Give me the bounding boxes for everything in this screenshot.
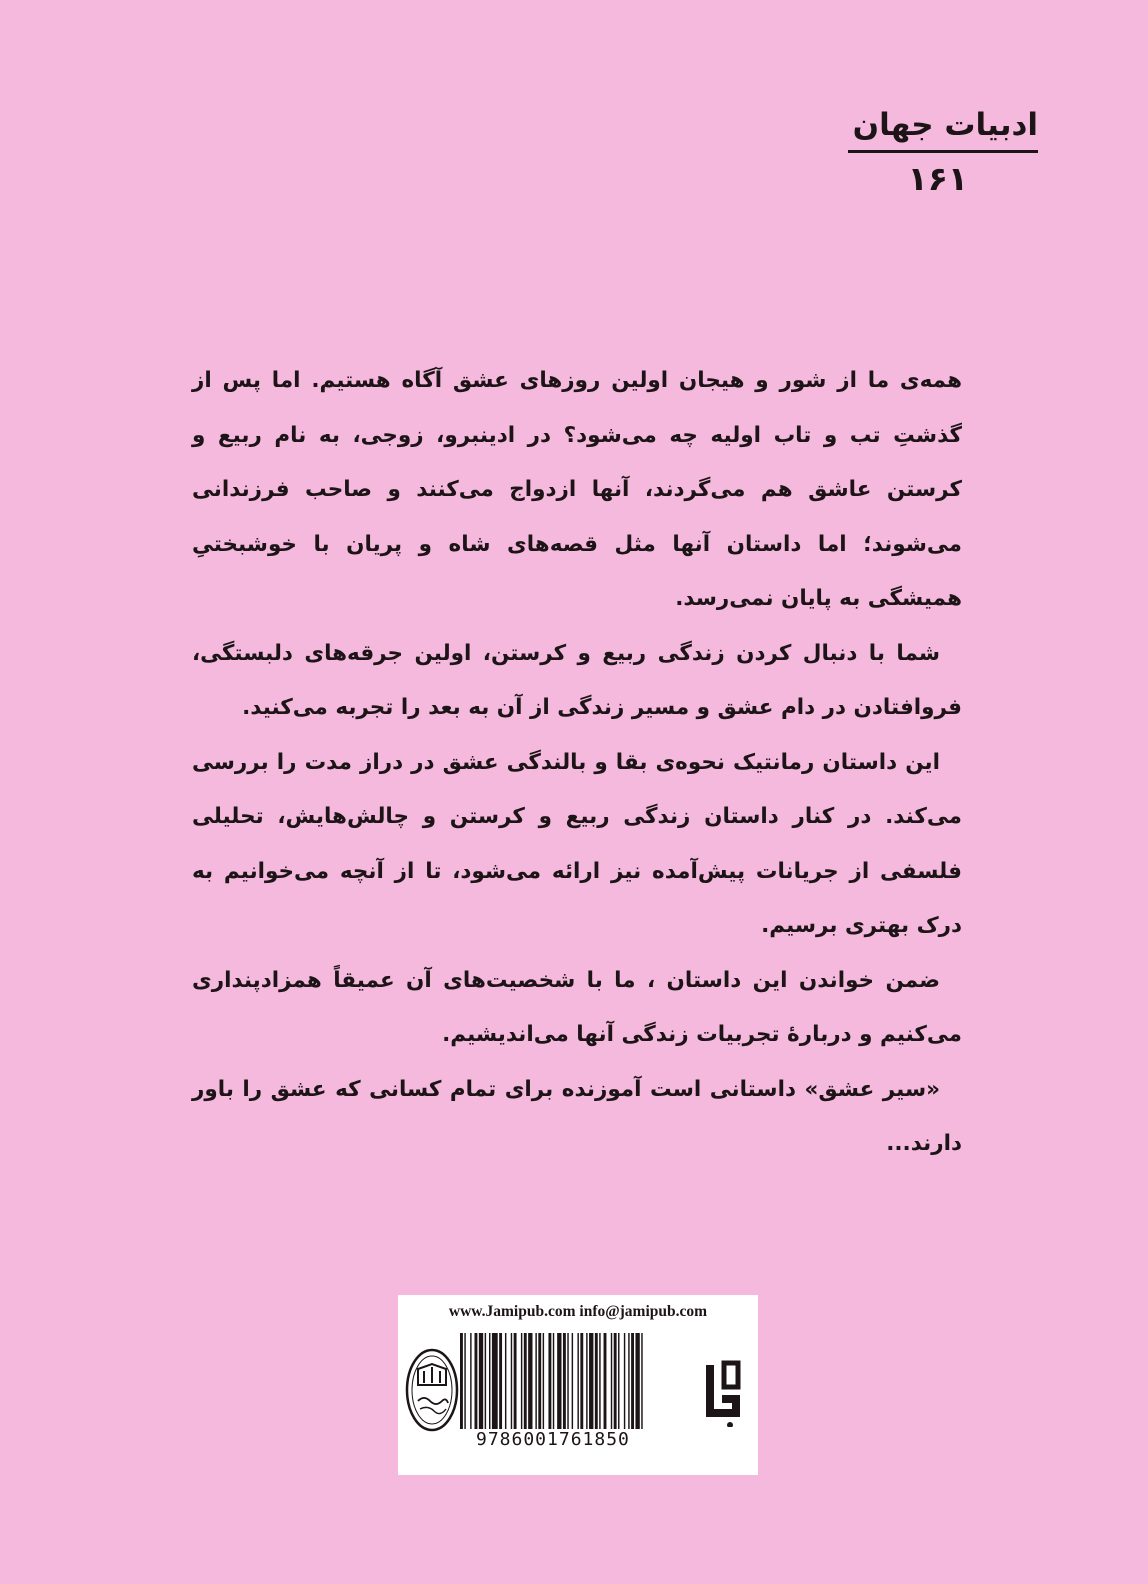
series-divider <box>848 150 1038 153</box>
barcode-panel <box>398 1295 758 1475</box>
blurb-paragraph-4: ضمن خواندن این داستان ، ما با شخصیت‌های آن عمیقاً همزادپنداری می‌کنیم و دربارهٔ تجربیات زندگی آنها می‌اندیشیم. <box>192 967 962 1047</box>
publisher-logo-icon <box>700 1355 746 1427</box>
blurb-paragraph-5: «سیر عشق» داستانی است آموزنده برای تمام کسانی که عشق را باور دارند... <box>192 1076 962 1156</box>
publisher-seal-icon <box>404 1345 460 1435</box>
isbn-number: 9786001761850 <box>476 1429 630 1450</box>
series-number: ۱۶۱ <box>907 159 968 199</box>
isbn-barcode <box>460 1333 692 1429</box>
blurb-paragraph-3: این داستان رمانتیک نحوه‌ی بقا و بالندگی عشق در دراز مدت را بررسی می‌کند. در کنار داستان زندگی ربیع و کرستن و چالش‌هایش، تحلیلی فلسفی از جریانات پیش‌آمده نیز ارائه می‌شود، تا از آنچه می‌خوانیم به درک بهتری برسیم. <box>192 749 962 938</box>
blurb-paragraph-1: همه‌ی ما از شور و هیجان اولین روزهای عشق آگاه هستیم. اما پس از گذشتِ تب و تاب اولیه چه می‌شود؟ در ادینبرو، زوجی، به نام ربیع و کرستن عاشق هم می‌گردند، آنها ازدواج می‌کنند و صاحب فرزندانی می‌شوند؛ اما داستان آنها مثل قصه‌های شاه و پریان با خوشبختیِ همیشگی به پایان نمی‌رسد. <box>192 368 962 611</box>
series-block <box>848 108 1038 198</box>
blurb-paragraph-2: شما با دنبال کردن زندگی ربیع و کرستن، اولین جرقه‌های دلبستگی، فروافتادن در دام عشق و مسیر زندگی از آن به بعد را تجربه می‌کنید. <box>192 640 962 720</box>
publisher-contact: www.Jamipub.com info@jamipub.com <box>448 1303 708 1320</box>
back-cover-blurb <box>192 354 962 1172</box>
series-title: ادبیات جهان <box>852 107 1038 143</box>
